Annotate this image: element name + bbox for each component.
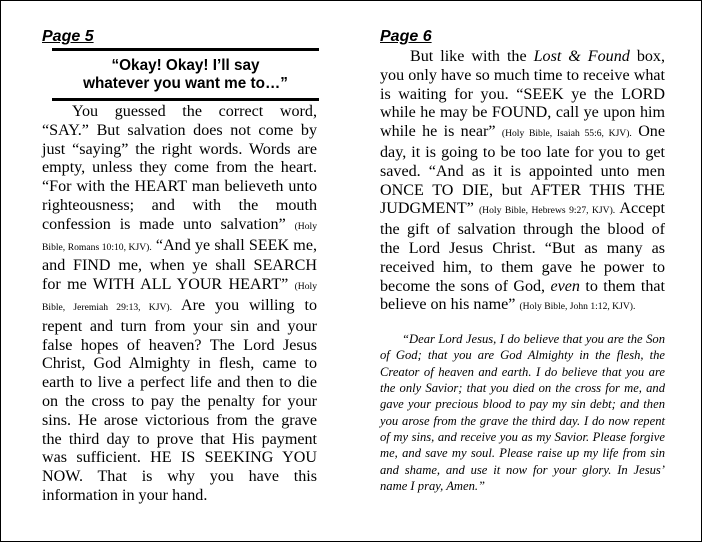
left-paragraph-2: “And ye shall SEEK me, and FIND me, when ye shall SEARCH for me WITH ALL YOUR HEART” (42, 236, 317, 294)
left-body-text (42, 103, 317, 506)
right-paragraph-1a: But like with the (410, 48, 527, 65)
title-line-1: “Okay! Okay! I’ll say (111, 57, 260, 74)
right-paragraph-3b: to them that believe on his name” (380, 277, 665, 314)
page-label-6: Page 6 (380, 28, 432, 45)
right-body-text (380, 48, 665, 317)
right-paragraph-2: One day, it is going to be too late for you to get saved. “And as it is appointed unto men ONCE TO DIE, but AFTER THIS THE JUDGMENT” (380, 123, 665, 218)
right-page (380, 28, 665, 494)
right-paragraph-1b: box, you only have so much time to receive what is waiting for you. “SEEK ye the LORD while he may be FOUND, call ye upon him while he is near” (380, 48, 665, 141)
even-italic: even (550, 277, 580, 295)
page-title-box (52, 48, 319, 101)
scripture-reference-jeremiah: (Holy Bible, Jeremiah 29:13, KJV). (42, 281, 317, 313)
scripture-reference-isaiah: (Holy Bible, Isaiah 55:6, KJV). (501, 128, 632, 140)
scripture-reference-john: (Holy Bible, John 1:12, KJV). (519, 301, 636, 313)
title-line-2: whatever you want me to…” (83, 75, 288, 92)
scripture-reference-hebrews: (Holy Bible, Hebrews 9:27, KJV). (478, 205, 616, 217)
right-paragraph-3: Accept the gift of salvation through the blood of the Lord Jesus Christ. “But as many as received him, to them gave he power to become the sons of God, (380, 200, 665, 295)
left-paragraph-1: You guessed the correct word, “SAY.” But salvation does not come by just “saying” the right words. Words are empty, unless they come from the heart. “For with the HEART man believeth unto righteousness; and with the mouth confession is made unto salvation” (42, 103, 317, 233)
lost-found-italic: Lost & Found (533, 48, 630, 65)
scripture-reference-romans: (Holy Bible, Romans 10:10, KJV). (42, 220, 317, 253)
left-paragraph-3: Are you willing to repent and turn from your sin and your false hopes of heaven? The Lord Jesus Christ, God Almighty in flesh, came to earth to live a perfect life and then to die on the cross to pay the penalty for your sins. He arose victorious from the grave the third day to prove that His payment was sufficient. HE IS SEEKING YOU NOW. That is why you have this information in your hand. (42, 296, 317, 504)
page-label-5: Page 5 (42, 28, 94, 45)
left-page (42, 28, 317, 506)
prayer-text: “Dear Lord Jesus, I do believe that you are the Son of God; that you are God Almighty in the flesh, the Creator of heaven and earth. I do believe that you are the only Savior; that you died on the cross for me, and gave your precious blood to pay my sin debt; and then you arose from the grave the third day. I do now repent of my sins, and receive you as my Savior. Please forgive me, and save my soul. Please raise up my life from sin and shame, and use it now for your glory. In Jesus’ name I pray, Amen.” (380, 332, 665, 493)
